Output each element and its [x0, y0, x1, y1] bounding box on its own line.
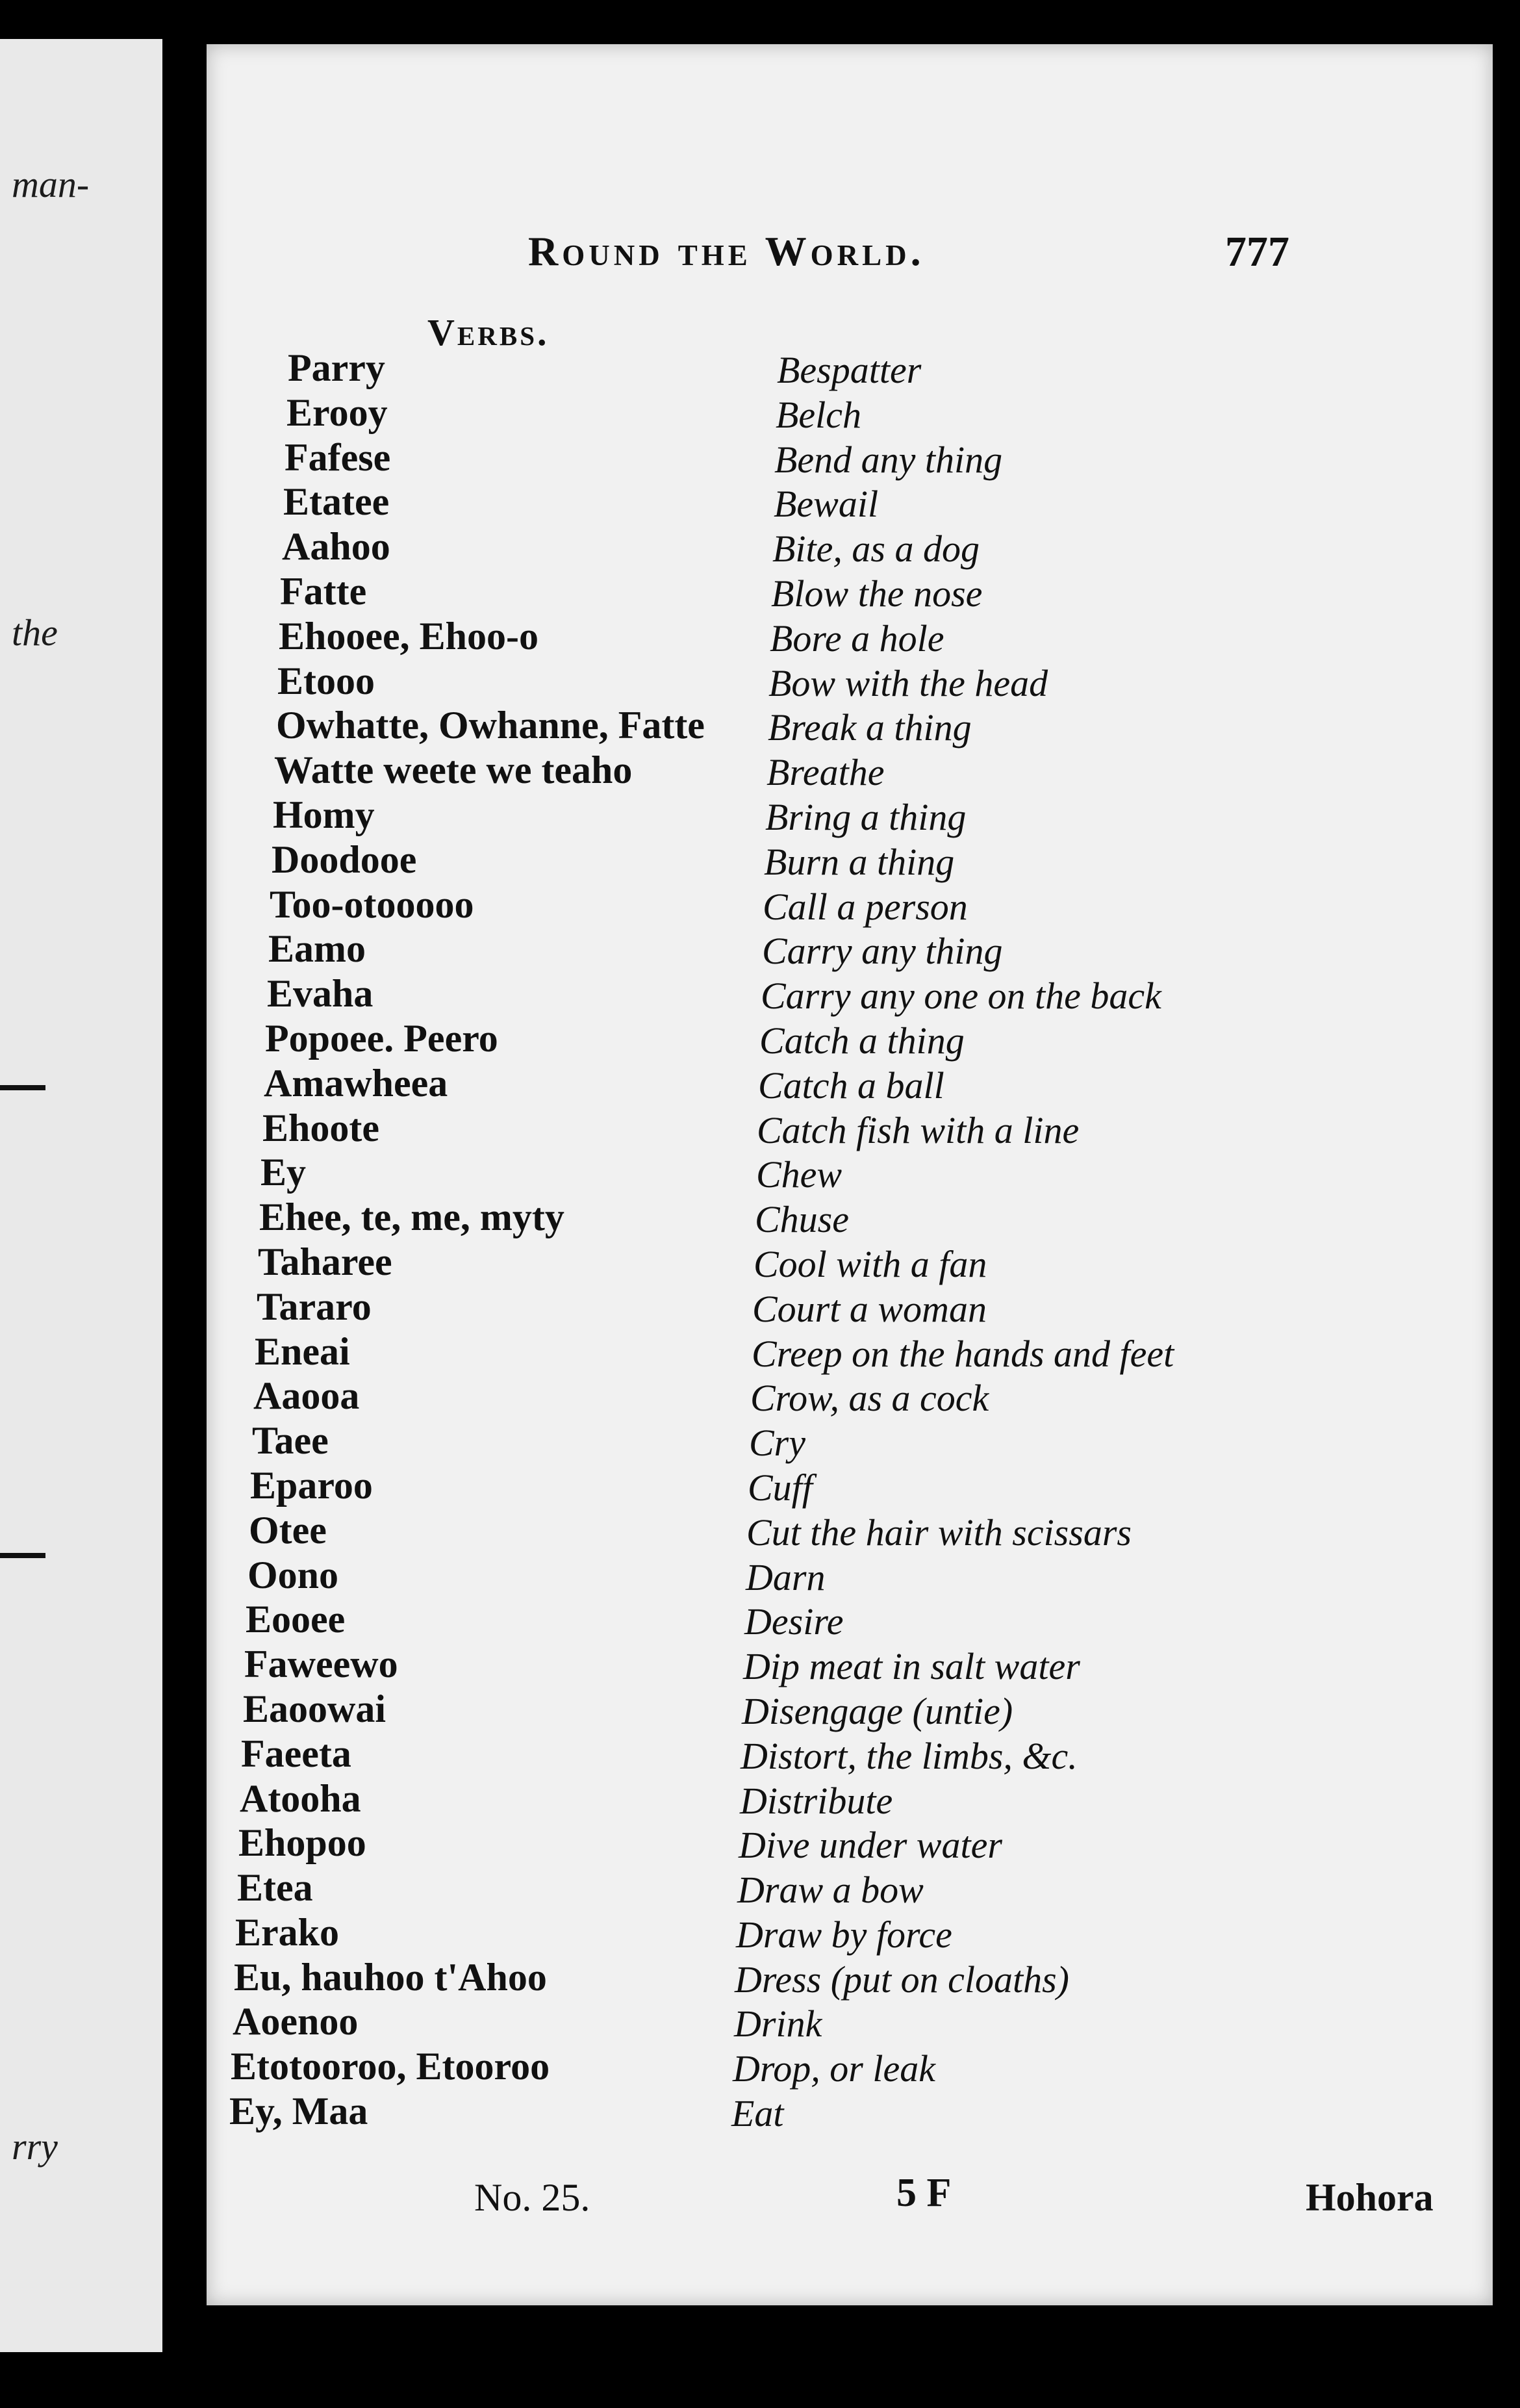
native-word: Etea	[237, 1866, 313, 1910]
native-word: Erako	[235, 1910, 340, 1954]
vocabulary-entry	[207, 391, 1493, 435]
native-word: Aaooa	[253, 1374, 360, 1418]
native-word: Aoenoo	[233, 2000, 359, 2043]
vocabulary-entry	[207, 1150, 1493, 1195]
english-meaning: Darn	[746, 1556, 826, 1598]
english-meaning: Cut the hair with scissars	[746, 1511, 1132, 1554]
vocabulary-entry	[207, 524, 1493, 569]
left-page-fragment: man-	[12, 163, 90, 205]
vocabulary-entry	[207, 838, 1493, 882]
native-word: Eu, hauhoo t'Ahoo	[234, 1955, 547, 1999]
native-word: Eneai	[255, 1329, 350, 1373]
english-meaning: Eat	[731, 2092, 784, 2135]
native-word: Eparoo	[250, 1463, 373, 1507]
english-meaning: Cuff	[748, 1466, 813, 1509]
native-word: Faeeta	[241, 1732, 351, 1775]
vocabulary-entry	[207, 1910, 1493, 1955]
native-word: Ehoote	[262, 1106, 379, 1149]
english-meaning: Bow with the head	[768, 661, 1048, 704]
english-meaning: Distribute	[740, 1779, 893, 1822]
vocabulary-entry	[207, 569, 1493, 614]
vocabulary-entry	[207, 659, 1493, 704]
vocabulary-entry	[207, 1418, 1493, 1463]
vocabulary-entry	[207, 793, 1493, 838]
vocabulary-entry	[207, 1642, 1493, 1687]
english-meaning: Bore a hole	[770, 617, 944, 660]
english-meaning: Drink	[734, 2003, 822, 2045]
english-meaning: Bend any thing	[774, 438, 1003, 481]
native-word: Etooo	[277, 659, 375, 702]
vocabulary-entry	[207, 2089, 1493, 2134]
vocabulary-entry	[207, 1732, 1493, 1776]
english-meaning: Crow, as a cock	[750, 1377, 989, 1420]
native-word: Atooha	[240, 1776, 361, 1820]
vocabulary-entry	[207, 927, 1493, 971]
native-word: Watte weete we teaho	[274, 749, 633, 792]
native-word: Faweewo	[244, 1643, 398, 1686]
native-word: Ehopoo	[238, 1821, 366, 1865]
english-meaning: Bring a thing	[765, 795, 967, 838]
english-meaning: Creep on the hands and feet	[752, 1332, 1174, 1375]
english-meaning: Drop, or leak	[733, 2047, 935, 2090]
native-word: Etatee	[283, 480, 390, 524]
vocabulary-entry	[207, 480, 1493, 524]
vocabulary-entry	[207, 1553, 1493, 1598]
english-meaning: Chew	[756, 1153, 842, 1196]
english-meaning: Chuse	[755, 1198, 849, 1241]
vocabulary-entry	[207, 1821, 1493, 1865]
native-word: Owhatte, Owhanne, Fatte	[276, 704, 705, 747]
english-meaning: Draw by force	[736, 1913, 952, 1956]
english-meaning: Carry any one on the back	[761, 975, 1161, 1018]
native-word: Erooy	[286, 391, 388, 434]
vocabulary-entry	[207, 1955, 1493, 2000]
vocabulary-entry	[207, 1329, 1493, 1374]
native-word: Evaha	[267, 972, 374, 1016]
left-page-edge	[0, 39, 162, 2352]
english-meaning: Bewail	[774, 483, 879, 526]
english-meaning: Dive under water	[739, 1824, 1002, 1867]
vocabulary-entry	[207, 346, 1493, 391]
native-word: Amawheea	[264, 1061, 448, 1105]
vocabulary-entry	[207, 1508, 1493, 1553]
english-meaning: Bite, as a dog	[772, 528, 980, 570]
english-meaning: Blow the nose	[771, 572, 983, 615]
native-word: Popoee. Peero	[265, 1016, 498, 1060]
vocabulary-entry	[207, 435, 1493, 480]
vocabulary-entry	[207, 1195, 1493, 1240]
native-word: Homy	[273, 793, 375, 836]
english-meaning: Call a person	[763, 885, 968, 928]
vocabulary-entry	[207, 1016, 1493, 1061]
vocabulary-entry	[207, 971, 1493, 1016]
vocabulary-entry	[207, 1240, 1493, 1285]
native-word: Eaoowai	[243, 1687, 386, 1730]
vocabulary-entry	[207, 882, 1493, 927]
english-meaning: Court a woman	[752, 1287, 987, 1330]
native-word: Taee	[252, 1419, 329, 1463]
vocabulary-entry	[207, 1106, 1493, 1151]
part-number: No. 25.	[474, 2176, 590, 2219]
english-meaning: Catch a thing	[759, 1019, 965, 1062]
native-word: Ehooee, Ehoo-o	[279, 614, 539, 658]
native-word: Too-otooooo	[270, 882, 474, 926]
left-page-rule	[0, 1553, 45, 1558]
native-word: Fafese	[285, 435, 391, 479]
catchword: Hohora	[1306, 2176, 1434, 2219]
left-page-fragment: the	[12, 611, 58, 654]
english-meaning: Distort, the limbs, &c.	[741, 1734, 1078, 1777]
left-page-fragment: rry	[12, 2125, 58, 2168]
vocabulary-list	[207, 346, 1493, 2134]
english-meaning: Dress (put on cloaths)	[735, 1958, 1069, 2001]
native-word: Parry	[288, 346, 385, 389]
english-meaning: Draw a bow	[737, 1869, 924, 1912]
native-word: Ey	[260, 1151, 307, 1194]
english-meaning: Burn a thing	[764, 840, 955, 883]
english-meaning: Breathe	[766, 751, 885, 794]
vocabulary-entry	[207, 1285, 1493, 1329]
vocabulary-entry	[207, 2044, 1493, 2089]
vocabulary-entry	[207, 1374, 1493, 1418]
native-word: Fatte	[280, 569, 367, 613]
vocabulary-entry	[207, 614, 1493, 659]
vocabulary-entry	[207, 1776, 1493, 1821]
book-page	[207, 44, 1493, 2305]
vocabulary-entry	[207, 748, 1493, 793]
left-page-rule	[0, 1085, 45, 1090]
native-word: Tararo	[257, 1285, 372, 1328]
vocabulary-entry	[207, 1999, 1493, 2044]
native-word: Ehee, te, me, myty	[259, 1196, 564, 1239]
native-word: Taharee	[258, 1240, 392, 1283]
native-word: Eooee	[246, 1598, 346, 1641]
vocabulary-entry	[207, 1463, 1493, 1508]
english-meaning: Break a thing	[768, 706, 972, 749]
native-word: Oono	[247, 1553, 339, 1596]
english-meaning: Catch a ball	[758, 1064, 944, 1107]
vocabulary-entry	[207, 1597, 1493, 1642]
signature-mark: 5 F	[896, 2171, 952, 2215]
vocabulary-entry	[207, 703, 1493, 748]
english-meaning: Desire	[744, 1600, 844, 1643]
english-meaning: Bespatter	[777, 349, 922, 391]
running-head: Round the World.	[528, 228, 925, 274]
english-meaning: Dip meat in salt water	[743, 1645, 1080, 1688]
page-number: 777	[1225, 228, 1289, 275]
english-meaning: Cool with a fan	[754, 1242, 987, 1285]
native-word: Doodooe	[272, 838, 417, 881]
native-word: Ey, Maa	[229, 2090, 368, 2133]
section-heading: Verbs.	[427, 311, 550, 353]
native-word: Etotooroo, Etooroo	[231, 2045, 550, 2088]
native-word: Otee	[249, 1508, 327, 1552]
english-meaning: Belch	[776, 393, 862, 436]
english-meaning: Cry	[749, 1422, 805, 1465]
english-meaning: Carry any thing	[762, 930, 1003, 973]
english-meaning: Disengage (untie)	[742, 1689, 1013, 1732]
vocabulary-entry	[207, 1687, 1493, 1732]
vocabulary-entry	[207, 1061, 1493, 1106]
native-word: Aahoo	[282, 525, 390, 569]
vocabulary-entry	[207, 1865, 1493, 1910]
native-word: Eamo	[268, 927, 366, 971]
english-meaning: Catch fish with a line	[757, 1108, 1080, 1151]
